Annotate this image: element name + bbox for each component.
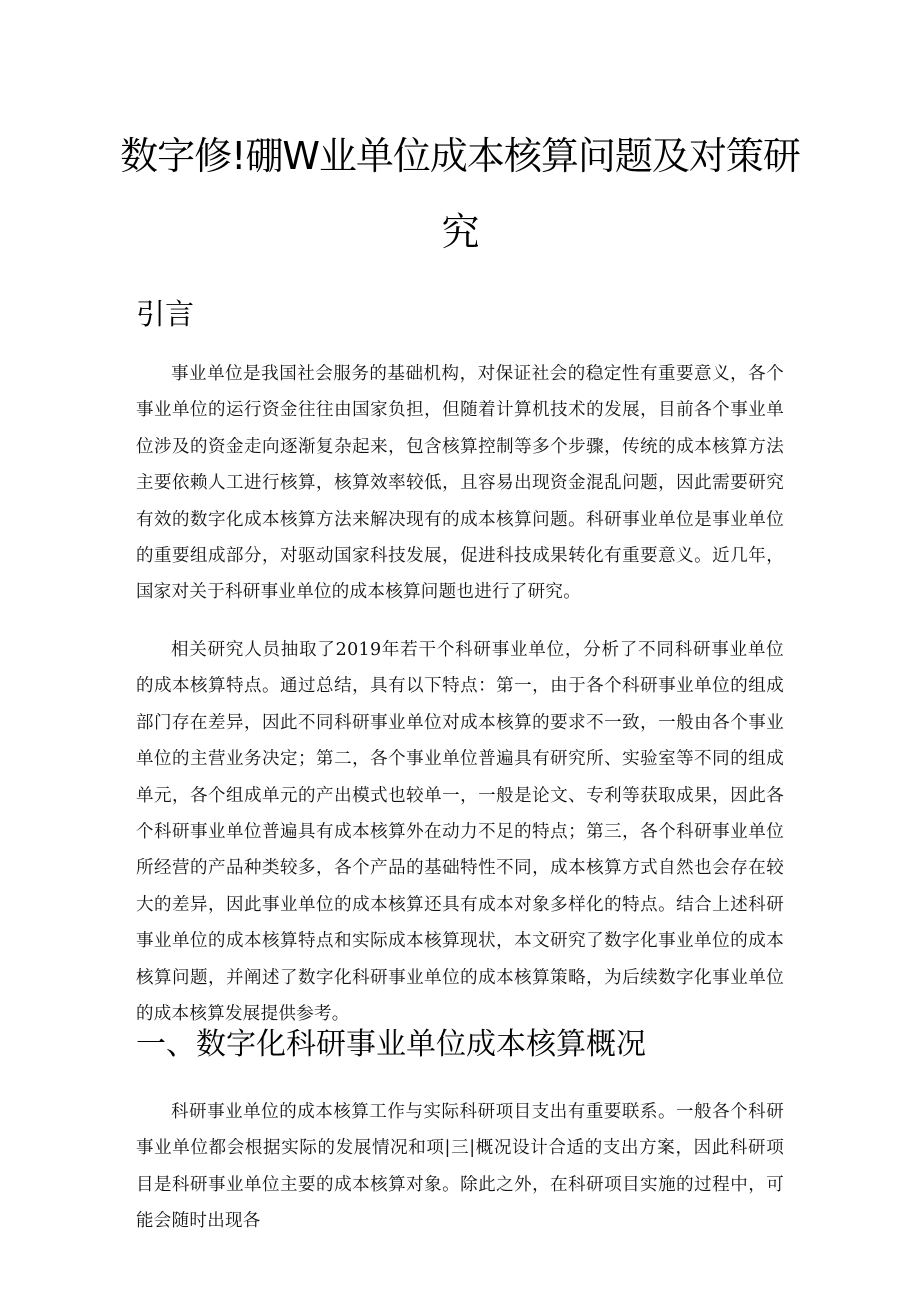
document-title: 数字修!硼W业单位成本核算问题及对策研究 xyxy=(120,134,800,254)
paragraph: 相关研究人员抽取了2019年若干个科研事业单位，分析了不同科研事业单位的成本核算特点。通过总结，具有以下特点：第一，由于各个科研事业单位的组成部门存在差异，因此不同科研事业单位对成本核算的要求不一致，一般由各个事业单位的主营业务决定；第二，各个事业单位普遍具有研究所、实验室等不同的组成单元，各个组成单元的产出模式也较单一，一般是论文、专利等获取成果，因此各个科研事业单位普遍具有成本核算外在动力不足的特点；第三，各个科研事业单位所经营的产品种类较多，各个产品的基础特性不同，成本核算方式自然也会存在较大的差异，因此事业单位的成本核算还具有成本对象多样化的特点。结合上述科研事业单位的成本核算特点和实际成本核算现状，本文研究了数字化事业单位的成本核算问题，并阐述了数字化科研事业单位的成本核算策略，为后续数字化事业单位的成本核算发展提供参考。 xyxy=(136,640,784,1025)
section-heading-overview: 一、数字化科研事业单位成本核算概况 xyxy=(136,1027,646,1062)
paragraph: 科研事业单位的成本核算工作与实际科研项目支出有重要联系。一般各个科研事业单位都会根据实际的发展情况和项|三|概况设计合适的支出方案，因此科研项目是科研事业单位主要的成本核算对象。除此之外，在科研项目实施的过程中，可能会随时出现各 xyxy=(136,1102,784,1232)
paragraph: 事业单位是我国社会服务的基础机构，对保证社会的稳定性有重要意义，各个事业单位的运行资金往往由国家负担，但随着计算机技术的发展，目前各个事业单位涉及的资金走向逐渐复杂起来，包含核算控制等多个步骤，传统的成本核算方法主要依赖人工进行核算，核算效率较低，且容易出现资金混乱问题，因此需要研究有效的数字化成本核算方法来解决现有的成本核算问题。科研事业单位是事业单位的重要组成部分，对驱动国家科技发展，促进科技成果转化有重要意义。近几年，国家对关于科研事业单位的成本核算问题也进行了研究。 xyxy=(136,364,784,603)
section-heading-introduction: 引言 xyxy=(136,297,195,331)
